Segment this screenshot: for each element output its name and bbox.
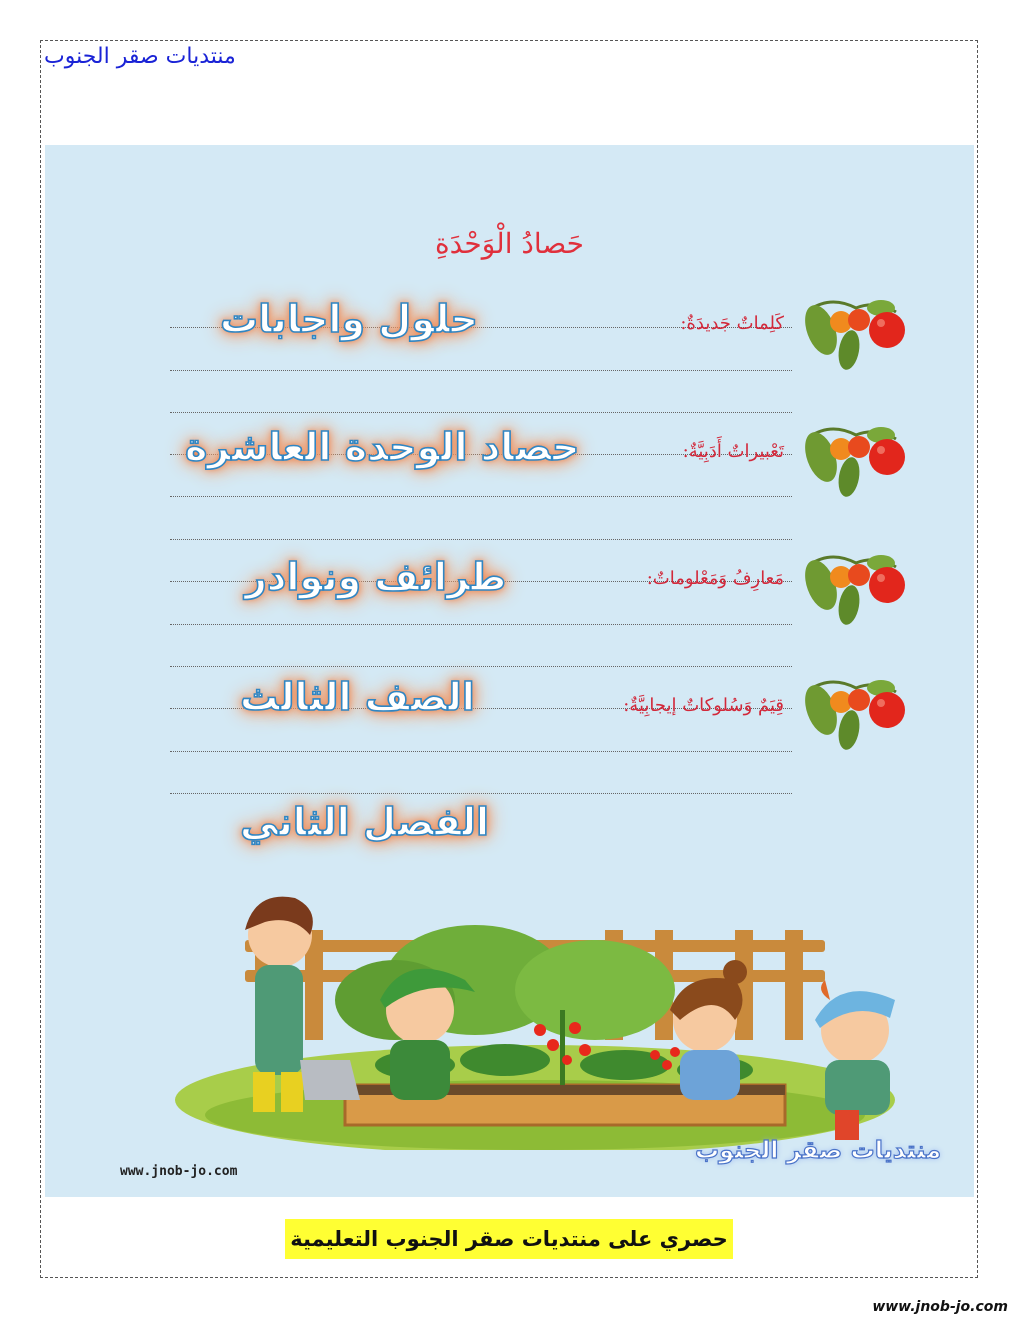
tomato-branch-icon: [801, 670, 911, 756]
overlay-text-unit-harvest: حصاد الوحدة العاشرة: [185, 425, 580, 469]
forum-signature: منتديات صقر الجنوب: [695, 1136, 942, 1164]
children-gardening-illustration: [175, 860, 895, 1150]
watermark-url: www.jnob-jo.com: [120, 1164, 238, 1179]
section-label-new-words: كَلِماتٌ جَديدَةٌ:: [680, 313, 784, 334]
writing-line[interactable]: [170, 539, 792, 540]
section-label-expressions: تَعْبيراتٌ أَدَبِيَّةٌ:: [682, 441, 784, 462]
writing-line[interactable]: [170, 496, 792, 497]
writing-line[interactable]: [170, 624, 792, 625]
overlay-text-solutions: حلول واجابات: [220, 297, 478, 341]
section-label-knowledge: مَعارِفُ وَمَعْلوماتٌ:: [646, 568, 784, 589]
overlay-text-semester: الفصل الثاني: [240, 800, 490, 844]
writing-line[interactable]: [170, 793, 792, 794]
overlay-text-grade: الصف الثالث: [240, 675, 475, 719]
tomato-branch-icon: [801, 545, 911, 631]
writing-line[interactable]: [170, 370, 792, 371]
footer-banner[interactable]: حصري على منتديات صقر الجنوب التعليمية: [285, 1219, 733, 1259]
overlay-text-anecdotes: طرائف ونوادر: [245, 555, 507, 599]
worksheet-panel: [45, 145, 974, 1197]
writing-line[interactable]: [170, 751, 792, 752]
writing-line[interactable]: [170, 666, 792, 667]
bottom-url[interactable]: www.jnob-jo.com: [872, 1299, 1008, 1315]
tomato-branch-icon: [801, 290, 911, 376]
section-label-values: قِيَمٌ وَسُلوكاتٌ إيجابِيَّةٌ:: [623, 695, 784, 716]
site-title[interactable]: منتديات صقر الجنوب: [44, 44, 236, 69]
tomato-branch-icon: [801, 417, 911, 503]
unit-title: حَصادُ الْوَحْدَةِ: [435, 227, 584, 260]
writing-line[interactable]: [170, 412, 792, 413]
